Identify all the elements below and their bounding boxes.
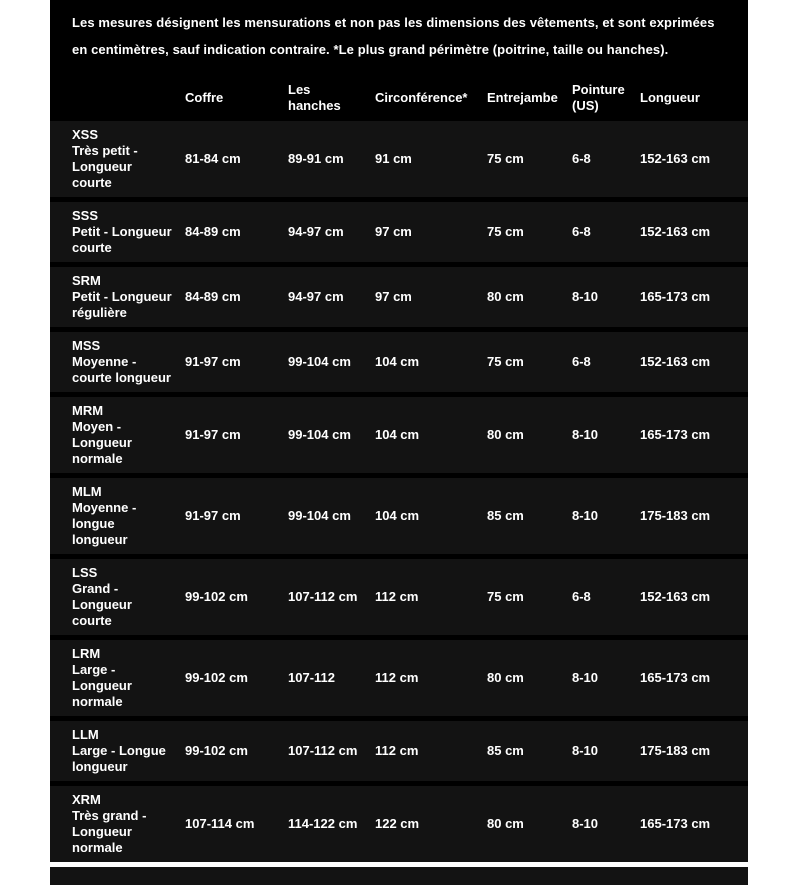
cell-pointure: 8-10 (572, 427, 599, 442)
column-header-circonference: Circonférence* (375, 90, 468, 105)
cell-pointure: 6-8 (572, 354, 591, 369)
size-description: Moyen - Longueur normale (72, 419, 132, 466)
partial-next-row (50, 867, 748, 885)
cell-hanches: 94-97 cm (288, 224, 344, 239)
table-row (50, 397, 748, 473)
cell-circonference: 112 cm (375, 589, 419, 604)
size-code: LRM (72, 646, 101, 661)
size-description: Petit - Longueur régulière (72, 289, 172, 320)
table-row (50, 202, 748, 262)
size-code: MLM (72, 484, 102, 499)
cell-pointure: 6-8 (572, 151, 591, 166)
size-code: XSS (72, 127, 99, 142)
size-description: Grand - Longueur courte (72, 581, 132, 628)
size-label-cell (72, 273, 185, 321)
size-code: LSS (72, 565, 98, 580)
table-body (50, 121, 748, 862)
table-row (50, 332, 748, 392)
size-code: SSS (72, 208, 99, 223)
table-row (50, 640, 748, 716)
table-row (50, 786, 748, 862)
size-guide-panel (50, 0, 748, 855)
size-code: XRM (72, 792, 101, 807)
cell-entrejambe: 85 cm (487, 508, 524, 523)
intro-text: Les mesures désignent les mensurations et non pas les dimensions des vêtements, et sont exprimées en centimètres, sauf indication contraire. *Le plus grand périmètre (poitrine, taille ou hanches). (72, 15, 715, 57)
cell-pointure: 8-10 (572, 289, 599, 304)
size-description: Très grand - Longueur normale (72, 808, 147, 855)
cell-hanches: 107-112 cm (288, 589, 358, 604)
column-header-entrejambe: Entrejambe (487, 90, 558, 105)
table-row (50, 267, 748, 327)
cell-hanches: 89-91 cm (288, 151, 344, 166)
cell-circonference: 122 cm (375, 816, 420, 831)
size-label-cell (72, 484, 185, 548)
cell-entrejambe: 85 cm (487, 743, 524, 758)
cell-entrejambe: 75 cm (487, 224, 524, 239)
cell-entrejambe: 80 cm (487, 427, 524, 442)
cell-entrejambe: 80 cm (487, 670, 524, 685)
size-description: Large - Longue longueur (72, 743, 166, 774)
cell-coffre: 107-114 cm (185, 816, 255, 831)
cell-longueur: 175-183 cm (640, 508, 711, 523)
cell-circonference: 104 cm (375, 354, 420, 369)
size-label-cell (72, 792, 185, 856)
cell-longueur: 165-173 cm (640, 816, 711, 831)
cell-coffre: 84-89 cm (185, 289, 241, 304)
cell-longueur: 152-163 cm (640, 589, 711, 604)
size-label-cell (72, 208, 185, 256)
cell-pointure: 8-10 (572, 670, 599, 685)
cell-coffre: 99-102 cm (185, 670, 248, 685)
size-code: MRM (72, 403, 104, 418)
size-code: LLM (72, 727, 99, 742)
cell-circonference: 112 cm (375, 743, 419, 758)
cell-circonference: 97 cm (375, 224, 412, 239)
cell-longueur: 165-173 cm (640, 670, 711, 685)
cell-coffre: 84-89 cm (185, 224, 241, 239)
cell-coffre: 81-84 cm (185, 151, 241, 166)
size-label-cell (72, 727, 185, 775)
cell-longueur: 152-163 cm (640, 151, 711, 166)
cell-hanches: 107-112 cm (288, 743, 358, 758)
table-row (50, 559, 748, 635)
table-row (50, 121, 748, 197)
cell-longueur: 175-183 cm (640, 743, 711, 758)
cell-pointure: 8-10 (572, 816, 599, 831)
cell-hanches: 94-97 cm (288, 289, 344, 304)
size-label-cell (72, 338, 185, 386)
cell-entrejambe: 75 cm (487, 151, 524, 166)
size-label-cell (72, 403, 185, 467)
size-description: Large - Longueur normale (72, 662, 132, 709)
cell-circonference: 104 cm (375, 427, 420, 442)
cell-coffre: 99-102 cm (185, 589, 248, 604)
cell-entrejambe: 80 cm (487, 289, 524, 304)
cell-longueur: 165-173 cm (640, 289, 711, 304)
cell-pointure: 8-10 (572, 508, 599, 523)
cell-hanches: 99-104 cm (288, 354, 351, 369)
cell-entrejambe: 80 cm (487, 816, 524, 831)
cell-pointure: 6-8 (572, 224, 591, 239)
size-description: Très petit - Longueur courte (72, 143, 138, 190)
cell-entrejambe: 75 cm (487, 589, 524, 604)
column-header-pointure: Pointure (US) (572, 82, 625, 113)
size-description: Petit - Longueur courte (72, 224, 172, 255)
cell-circonference: 104 cm (375, 508, 420, 523)
cell-pointure: 6-8 (572, 589, 591, 604)
cell-circonference: 91 cm (375, 151, 412, 166)
table-header-row (50, 75, 748, 121)
cell-hanches: 99-104 cm (288, 427, 351, 442)
size-label-cell (72, 646, 185, 710)
cell-pointure: 8-10 (572, 743, 599, 758)
column-header-longueur: Longueur (640, 90, 700, 105)
cell-hanches: 107-112 (288, 670, 335, 685)
cell-longueur: 165-173 cm (640, 427, 711, 442)
table-row (50, 478, 748, 554)
cell-entrejambe: 75 cm (487, 354, 524, 369)
size-description: Moyenne - courte longueur (72, 354, 171, 385)
cell-hanches: 114-122 cm (288, 816, 358, 831)
size-label-cell (72, 565, 185, 629)
cell-circonference: 112 cm (375, 670, 419, 685)
size-code: SRM (72, 273, 101, 288)
size-label-cell (72, 127, 185, 191)
size-code: MSS (72, 338, 101, 353)
size-description: Moyenne - longue longueur (72, 500, 137, 547)
column-header-coffre: Coffre (185, 90, 224, 105)
cell-circonference: 97 cm (375, 289, 412, 304)
cell-longueur: 152-163 cm (640, 224, 711, 239)
cell-coffre: 91-97 cm (185, 354, 241, 369)
cell-coffre: 99-102 cm (185, 743, 248, 758)
cell-coffre: 91-97 cm (185, 508, 241, 523)
cell-coffre: 91-97 cm (185, 427, 241, 442)
table-row (50, 721, 748, 781)
column-header-hanches: Les hanches (288, 82, 341, 113)
cell-hanches: 99-104 cm (288, 508, 351, 523)
cell-longueur: 152-163 cm (640, 354, 711, 369)
